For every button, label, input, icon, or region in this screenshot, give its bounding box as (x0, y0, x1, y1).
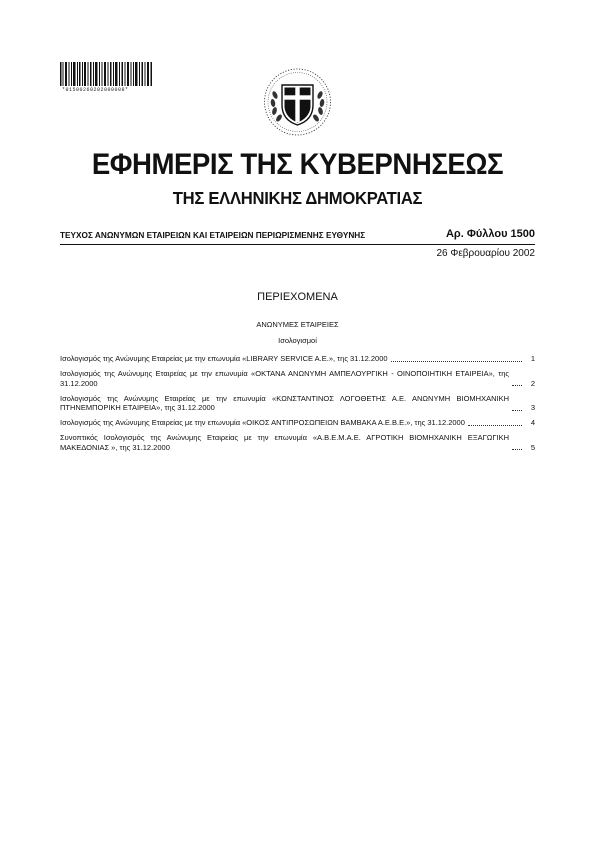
contents-list (60, 354, 535, 458)
entry-page: 5 (530, 442, 535, 452)
contents-title: ΠΕΡΙΕΧΟΜΕΝΑ (257, 291, 338, 303)
leader-dots (468, 425, 522, 426)
issue-date: 26 Φεβρουαρίου 2002 (436, 248, 535, 259)
leader-dots (512, 385, 522, 386)
entry-text: Ισολογισμός της Ανώνυμης Εταιρείας με την επωνυμία «ΟΚΤΑΝΑ ΑΝΩΝΥΜΗ ΑΜΠΕΛΟΥΡΓΙΚΗ - ΟΙΝΟΠΟΙΗΤΙΚΗ ΕΤΑΙΡΕΙΑ», της 31.12.2000 (60, 369, 509, 388)
contents-entry (60, 369, 535, 388)
contents-entry (60, 418, 535, 428)
entry-page: 1 (530, 354, 535, 363)
entry-text: Ισολογισμός της Ανώνυμης Εταιρείας με την επωνυμία «ΟΙΚΟΣ ΑΝΤΙΠΡΟΣΩΠΕΙΩΝ ΒΑΜΒΑΚΑ Α.Ε.Β.Ε.», της 31.12.2000 (60, 418, 465, 427)
contents-entry (60, 354, 535, 364)
issue-number: Αρ. Φύλλου 1500 (445, 228, 535, 240)
leader-dots (512, 410, 522, 411)
issue-type: ΤΕΥΧΟΣ ΑΝΩΝΥΜΩΝ ΕΤΑΙΡΕΙΩΝ ΚΑΙ ΕΤΑΙΡΕΙΩΝ ΠΕΡΙΩΡΙΣΜΕΝΗΣ ΕΥΘΥΝΗΣ (60, 230, 366, 240)
contents-entry (60, 394, 535, 413)
leader-dots (391, 361, 522, 362)
entry-page: 2 (530, 378, 535, 388)
issue-bar (60, 230, 535, 245)
barcode (60, 62, 152, 86)
gazette-subtitle: ΤΗΣ ΕΛΛΗΝΙΚΗΣ ΔΗΜΟΚΡΑΤΙΑΣ (172, 188, 423, 208)
gazette-title: ΕΦΗΜΕΡΙΣ ΤΗΣ ΚΥΒΕΡΝΗΣΕΩΣ (91, 148, 504, 181)
entry-text: Ισολογισμός της Ανώνυμης Εταιρείας με την επωνυμία «LIBRARY SERVICE A.E.», της 31.12.2000 (60, 354, 388, 363)
contents-entry (60, 433, 535, 452)
entry-text: Συνοπτικός Ισολογισμός της Ανώνυμης Εταιρείας με την επωνυμία «Α.Β.Ε.Μ.Α.Ε. ΑΓΡΟΤΙΚΗ ΒΙΟΜΗΧΑΝΙΚΗ ΕΞΑΓΩΓΙΚΗ ΜΑΚΕΔΟΝΙΑΣ », της 31.12.2000 (60, 433, 509, 452)
entry-page: 3 (530, 403, 535, 412)
coat-of-arms-icon (262, 65, 333, 140)
entry-page: 4 (530, 418, 535, 427)
section-title: ΑΝΩΝΥΜΕΣ ΕΤΑΙΡΕΙΕΣ (256, 320, 339, 329)
barcode-number: *01500260202000008* (62, 87, 129, 93)
leader-dots (512, 449, 522, 450)
entry-text: Ισολογισμός της Ανώνυμης Εταιρείας με την επωνυμία «ΚΩΝΣΤΑΝΤΙΝΟΣ ΛΟΓΟΘΕΤΗΣ Α.Ε. ΑΝΩΝΥΜΗ ΒΙΟΜΗΧΑΝΙΚΗ ΠΤΗΝΕΜΠΟΡΙΚΗ ΕΤΑΙΡΕΙΑ», της 31.12.2000 (60, 393, 509, 412)
subsection-title: Ισολογισμοί (278, 336, 317, 345)
